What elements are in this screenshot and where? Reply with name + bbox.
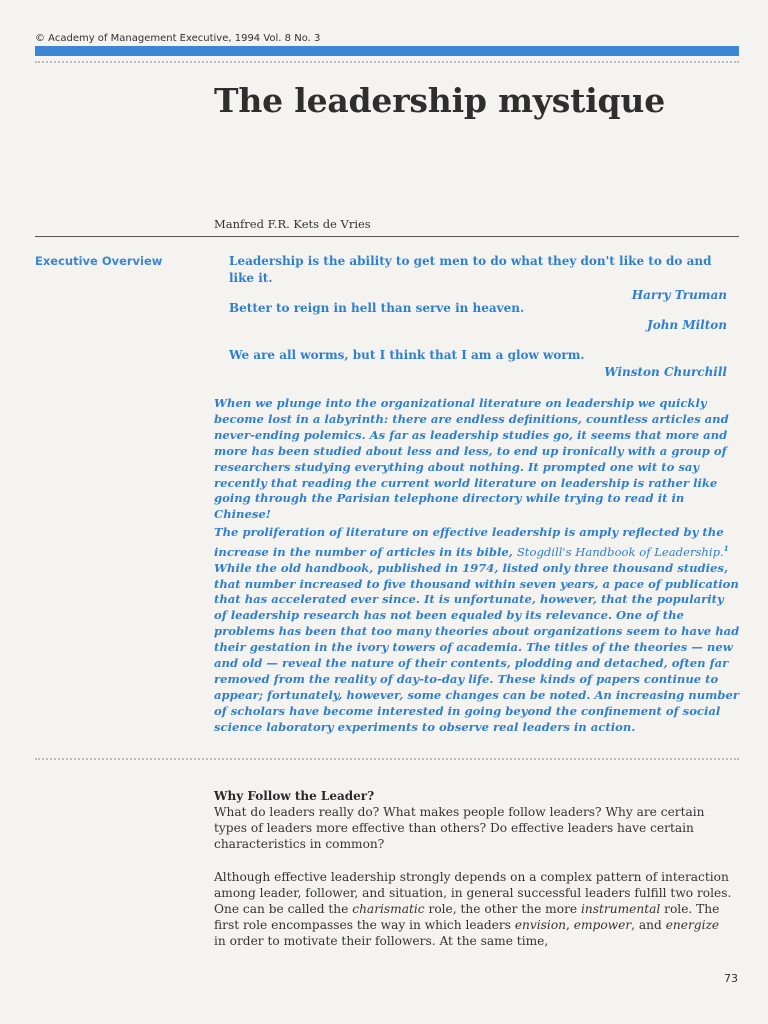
body-text: role. The first role encompasses the way in which leaders	[214, 901, 720, 932]
emphasis-term: instrumental	[581, 901, 661, 916]
dotted-divider-bottom	[35, 758, 739, 760]
quote-text: We are all worms, but I think that I am a glow worm.	[229, 348, 585, 362]
quote-author: Harry Truman	[631, 288, 727, 302]
dotted-divider-top	[35, 61, 739, 63]
quote-author: John Milton	[647, 318, 727, 332]
overview-text: The proliferation of literature on effective leadership is amply reflected by the increase in the number of articles in its bible,	[214, 525, 724, 559]
body-text: in order to motivate their followers. At the same time,	[214, 933, 549, 948]
epigraph-quote	[229, 347, 727, 381]
body-text: , and	[631, 917, 666, 932]
body-paragraph	[214, 870, 734, 950]
body-paragraph: What do leaders really do? What makes people follow leaders? Why are certain types of leaders more effective than others? Do effective leaders have certain characteristics in common?	[214, 805, 705, 851]
section-label-executive-overview: Executive Overview	[35, 254, 163, 268]
epigraph-quote	[229, 253, 727, 304]
quote-text: Leadership is the ability to get men to do what they don't like to do and like it.	[229, 254, 712, 285]
footnote-marker[interactable]: 1	[723, 543, 729, 553]
emphasis-term: empower	[573, 917, 632, 932]
body-text: role, the other the more	[424, 901, 581, 916]
copyright-line: © Academy of Management Executive, 1994 Vol. 8 No. 3	[35, 33, 321, 44]
emphasis-term: energize	[665, 917, 720, 932]
overview-paragraph: When we plunge into the organizational literature on leadership we quickly become lost in a labyrinth: there are endless definitions, countless articles and never-ending polemics. As far as leadership studies go, it seems that more and more has been studied about less and less, to end up ironically with a group of researchers studying everything about nothing. It prompted one wit to say recently that reading the current world literature on leadership is rather like going through the Parisian telephone directory while trying to read it in Chinese!	[214, 396, 729, 522]
quote-author: Winston Churchill	[604, 365, 727, 379]
header-accent-bar	[35, 46, 739, 56]
overview-text: While the old handbook, published in 1974, listed only three thousand studies, that number increased to five thousand within seven years, a pace of publication that has accelerated ever since. It is unfortunate, however, that the popularity of leadership research has not been equaled by its relevance. One of the problems has been that too many theories about organizations seem to have had their gestation in the ivory towers of academia. The titles of the theories — new and old — reveal the nature of their contents, plodding and detached, often far removed from the reality of day-to-day life. These kinds of papers continue to appear; fortunately, however, some changes can be noted. An increasing number of scholars have become interested in going beyond the confinement of social science laboratory experiments to observe real leaders in action.	[214, 560, 740, 734]
body-text: Although effective leadership strongly depends on a complex pattern of interaction among leader, follower, and situation, in general successful leaders fulfill two roles. One can be called the	[214, 870, 732, 916]
body-text: ,	[566, 917, 574, 932]
section-subhead: Why Follow the Leader?	[214, 789, 375, 803]
citation-title: Stogdill's Handbook of Leadership.	[516, 544, 724, 559]
epigraph-quote	[229, 300, 727, 334]
article-author: Manfred F.R. Kets de Vries	[214, 217, 371, 231]
emphasis-term: envision	[514, 917, 567, 932]
author-rule	[35, 236, 739, 237]
overview-paragraph	[214, 525, 740, 736]
quote-text: Better to reign in hell than serve in heaven.	[229, 301, 525, 315]
page-number: 73	[724, 972, 738, 985]
article-title: The leadership mystique	[214, 81, 665, 120]
emphasis-term: charismatic	[352, 901, 425, 916]
